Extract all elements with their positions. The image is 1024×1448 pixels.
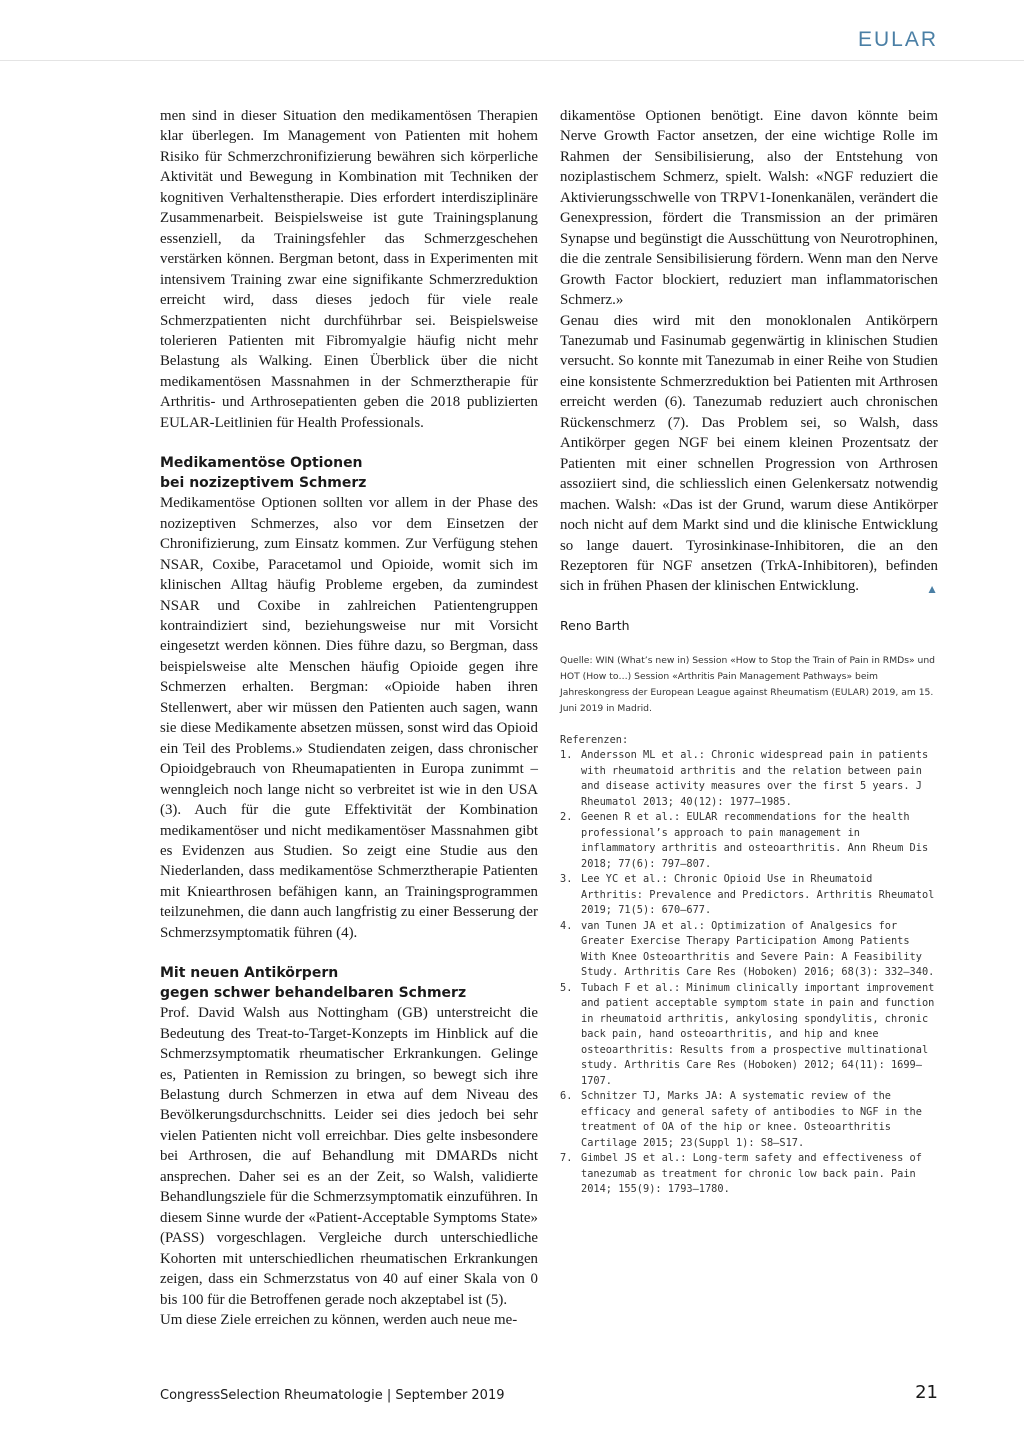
article-end-triangle-icon: ▲ bbox=[926, 582, 938, 597]
reference-item bbox=[560, 748, 938, 810]
heading-line: Medikamentöse Optionen bbox=[160, 455, 363, 472]
reference-text: Lee YC et al.: Chronic Opioid Use in Rheumatoid Arthritis: Prevalence and Predictors. Arthritis Rheumatol 2019; 71(5): 670–677. bbox=[581, 873, 935, 917]
page-number: 21 bbox=[915, 1382, 938, 1403]
reference-item bbox=[560, 981, 938, 1090]
body-paragraph: dikamentöse Optionen benötigt. Eine davon könnte beim Nerve Growth Factor ansetzen, der eine wichtige Rolle im Rahmen der Sensibilisierung, also der Entstehung von noziplastischem Schmerz, spielt. Walsh: «NGF reduziert die Aktivierungsschwelle von TRPV1-Ionenkanälen, verändert die Genexpression, fördert die Transmission an der primären Synapse und begünstigt die Ausschüttung von Neurotrophinen, die die zentrale Sensibilisierung fördern. Wenn man den Nerve Growth Factor blockiert, reduziert man inflammatorischen Schmerz.» bbox=[560, 108, 938, 309]
header-rule bbox=[0, 60, 1024, 61]
body-paragraph: men sind in dieser Situation den medikamentösen Therapien klar überlegen. Im Management von Patienten mit hohem Risiko für Schmerzchronifizierung bewähren sich körperliche Aktivität und Bewegung in Kombination mit Techniken der kognitiven Verhaltenstherapie. Dies erfordert interdisziplinäre Zusammenarbeit. Beispielsweise ist gute Trainingsplanung essenziell, da Trainingsfehler das Schmerzgeschehen verstärken können. Bergman betont, dass in Experimenten mit intensivem Training zwar eine signifikante Schmerzreduktion erreicht wird, dass dieses jedoch für viele reale Schmerzpatienten nicht durchführbar sei. Beispielsweise tolerieren Patienten mit Fibromyalgie häufig nicht mehr Belastung als Walking. Einen Überblick über die nicht medikamentösen Massnahmen in der Schmerztherapie für Arthritis- und Arthrosepatienten geben die 2018 publizierten EULAR-Leitlinien für Health Professionals. bbox=[160, 108, 538, 431]
reference-text: Tubach F et al.: Minimum clinically important improvement and patient acceptable symptom state in pain and function in rheumatoid arthritis, ankylosing spondylitis, chronic back pain, hand osteoarthritis, and hip and knee osteoarthritis: Results from a prospective multinational study. Arthritis Care Res (Hoboken) 2012; 64(11): 1699–1707. bbox=[581, 981, 935, 1087]
references-title: Referenzen: bbox=[560, 733, 629, 746]
body-paragraph: Prof. David Walsh aus Nottingham (GB) unterstreicht die Bedeutung des Treat-to-Target-Konzepts im Hinblick auf die Schmerzsymptomatik rheumatischer Erkrankungen. Gelinge es, Patienten in Remission zu bringen, so bewegt sich ihre Belastung durch Schmerzen in etwa auf dem Niveau des Bevölkerungsdurchschnitts. Leider sei dies jedoch bei sehr vielen Patienten nicht voll erreichbar. Dies gelte insbesondere bei Arthrosen, die auf Behandlung mit DMARDs nicht ansprechen. Daher sei es an der Zeit, so Walsh, validierte Behandlungsziele für die Schmerzsymptomatik einzuführen. In diesem Sinne wurde der «Patient-Acceptable Symptoms State» (PASS) vorgeschlagen. Vergleiche durch unterschiedliche Kohorten mit unterschiedlichen rheumatischen Erkrankungen zeigen, dass ein Schmerzstatus von 40 auf einer Skala von 0 bis 100 für die Betroffenen gerade noch akzeptabel ist (5). bbox=[160, 1005, 538, 1308]
footer-publication: CongressSelection Rheumatologie | September 2019 bbox=[160, 1388, 505, 1403]
reference-text: Gimbel JS et al.: Long-term safety and effectiveness of tanezumab as treatment for chronic low back pain. Pain 2014; 155(9): 1793–1780. bbox=[581, 1152, 922, 1196]
references-list bbox=[560, 748, 938, 1198]
body-paragraph: Um diese Ziele erreichen zu können, werden auch neue me- bbox=[160, 1312, 518, 1329]
reference-number: 5. bbox=[560, 981, 573, 994]
body-paragraph bbox=[560, 311, 938, 597]
reference-item bbox=[560, 1089, 938, 1151]
heading-line: bei nozizeptivem Schmerz bbox=[160, 475, 367, 492]
reference-text: van Tunen JA et al.: Optimization of Analgesics for Greater Exercise Therapy Participation Among Patients With Knee Osteoarthritis and Severe Pain: A Feasibility Study. Arthritis Care Res (Hoboken) 2016; 68(3): 332–340. bbox=[581, 919, 935, 979]
heading-line: Mit neuen Antikörpern bbox=[160, 965, 339, 982]
section-label: EULAR bbox=[857, 28, 938, 51]
heading-line: gegen schwer behandelbaren Schmerz bbox=[160, 985, 467, 1002]
section-heading bbox=[160, 453, 538, 493]
reference-item bbox=[560, 810, 938, 872]
reference-number: 1. bbox=[560, 749, 573, 762]
references bbox=[560, 733, 938, 1198]
reference-number: 3. bbox=[560, 873, 573, 886]
section-heading bbox=[160, 963, 538, 1003]
right-column bbox=[560, 106, 938, 1198]
reference-item bbox=[560, 919, 938, 981]
reference-number: 4. bbox=[560, 919, 573, 932]
reference-number: 6. bbox=[560, 1090, 573, 1103]
reference-number: 7. bbox=[560, 1152, 573, 1165]
author-name: Reno Barth bbox=[560, 617, 630, 633]
reference-item bbox=[560, 872, 938, 919]
reference-item bbox=[560, 1151, 938, 1198]
source-note: Quelle: WIN (What’s new in) Session «How to Stop the Train of Pain in RMDs» und HOT (How to…) Session «Arthritis Pain Management Pathways» beim Jahreskongress der European League against Rheumatism (EULAR) 2019, am 15. Juni 2019 in Madrid. bbox=[560, 654, 935, 714]
reference-text: Schnitzer TJ, Marks JA: A systematic review of the efficacy and general safety of antibodies to NGF in the treatment of OA of the hip or knee. Osteoarthritis Cartilage 2015; 23(Suppl 1): S8–S17. bbox=[581, 1090, 922, 1149]
reference-number: 2. bbox=[560, 811, 573, 824]
left-column bbox=[160, 106, 538, 1330]
reference-text: Geenen R et al.: EULAR recommendations for the health professional’s approach to pain management in inflammatory arthritis and osteoarthritis. Ann Rheum Dis 2018; 77(6): 797–807. bbox=[581, 811, 929, 870]
reference-text: Andersson ML et al.: Chronic widespread pain in patients with rheumatoid arthritis and the relation between pain and disease activity measures over the first 5 years. J Rheumatol 2013; 40(12): 1977–1985. bbox=[581, 749, 929, 808]
body-paragraph: Medikamentöse Optionen sollten vor allem in der Phase des nozizeptiven Schmerzes, also vor dem Einsetzen der Chronifizierung, zum Einsatz kommen. Zur Verfügung stehen NSAR, Coxibe, Paracetamol und Opioide, womit sich im klinischen Alltag häufig Probleme ergeben, da zumindest NSAR und Coxibe in zahlreichen Patientengruppen kontraindiziert sind, beziehungsweise nur mit Vorsicht eingesetzt werden können. Dies führe dazu, so Bergman, dass beispielsweise alte Menschen häufig Opioide gegen ihre Schmerzen erhalten. Bergman: «Opioide haben ihren Stellenwert, aber wir müssen den Patienten auch sagen, wann sie diese Medikamente absetzen müssen, sonst wird das Opioid ein Teil des Problems.» Studiendaten zeigen, dass chronischer Opioidgebrauch von Rheumapatienten in Europa zunimmt – wenngleich noch lange nicht so verbreitet ist wie in den USA (3). Auch für die gute Effektivität der Kombination medikamentöser und nicht medikamentöser Massnahmen gibt es Evidenzen aus Studien. So zeigt eine Studie aus den Niederlanden, dass medikamentöse Schmerztherapie Patienten mit Kniearthrosen befähigen kann, an Trainingsprogrammen teilzunehmen, die dann auch langfristig zu einer Besserung der Schmerzsymptomatik führen (4). bbox=[160, 495, 538, 941]
paragraph-text: Genau dies wird mit den monoklonalen Antikörpern Tanezumab und Fasinumab gegenwärtig in klinischen Studien versucht. So konnte mit Tanezumab in einer Reihe von Studien eine konsistente Schmerzreduktion bei Patienten mit Arthrosen erreicht werden (6). Tanezumab reduziert auch chronischen Rückenschmerz (7). Das Problem sei, so Walsh, dass Antikörper gegen NGF bei einem kleinen Prozentsatz der Patienten mit einer schnellen Progression von Arthrosen assoziiert sind, die schliesslich einen Gelenkersatz notwendig machen. Walsh: «Das ist der Grund, warum diese Antikörper noch nicht auf dem Markt sind und die klinische Entwicklung so lange dauert. Tyrosinkinase-Inhibitoren, die an den Rezeptoren für NGF ansetzen (TrkA-Inhibitoren), befinden sich in frühen Phasen der klinischen Entwicklung. bbox=[560, 312, 938, 595]
